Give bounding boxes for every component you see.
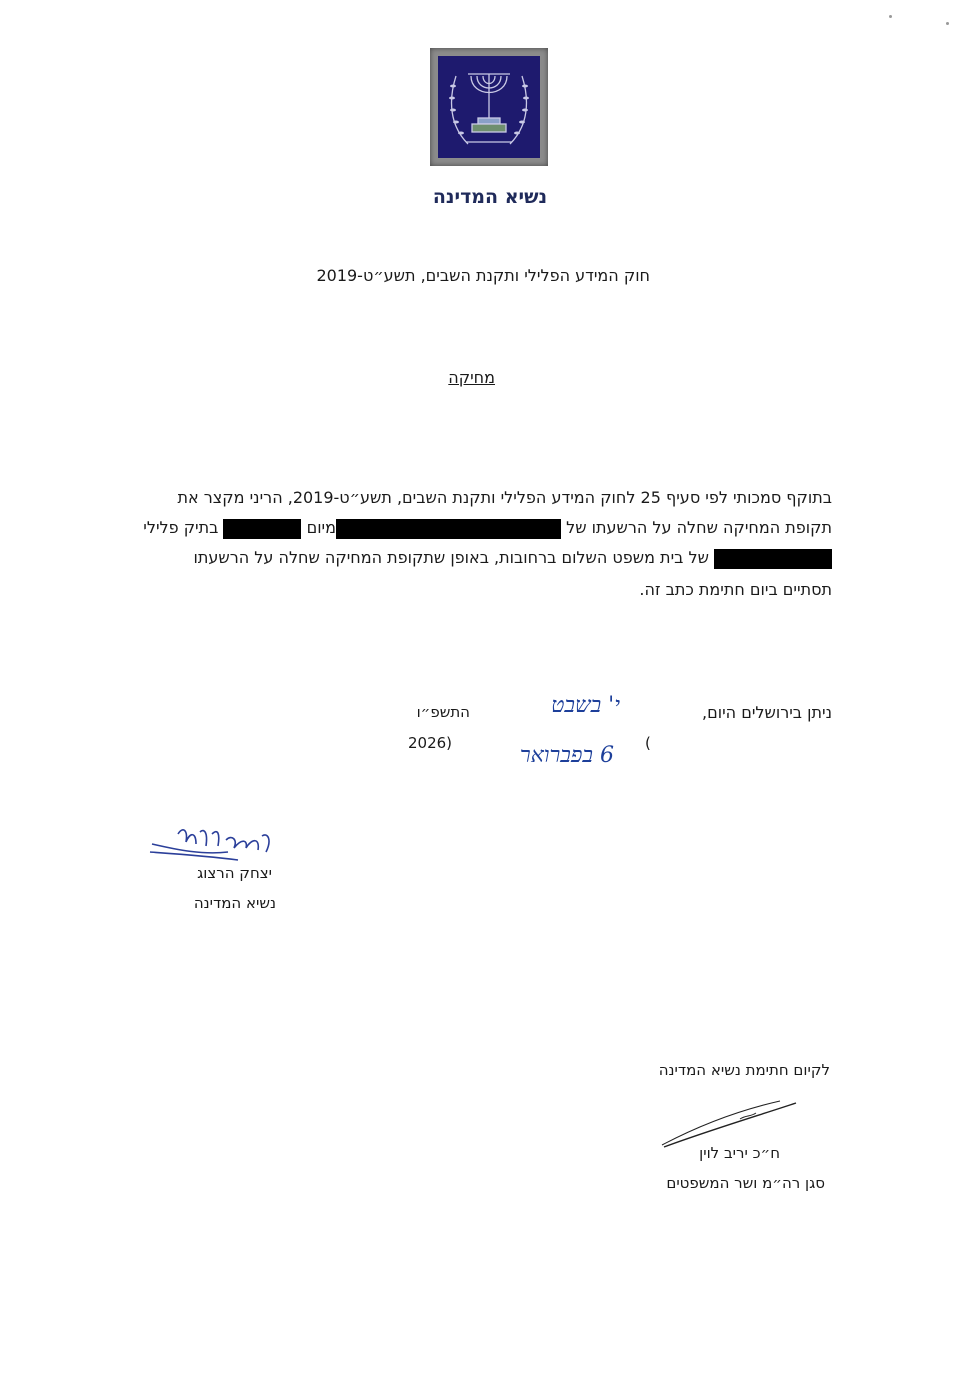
open-paren: ( [645,734,651,752]
scan-speck [889,15,892,18]
office-title: נשיא המדינה [432,186,548,208]
countersignature-caption: לקיום חתימת נשיא המדינה [658,1061,830,1079]
hebrew-year: התשפ״ו [416,703,470,721]
document-heading: מחיקה [448,368,495,387]
redaction-date [223,519,301,539]
body-line-4: תסתיים ביום חתימת כתב זה. [639,580,832,599]
handwritten-hebrew-date: י' בשבט [551,693,620,718]
redaction-case-number [714,549,832,569]
president-title: נשיא המדינה [193,894,276,912]
gregorian-year: 2026) [408,734,453,752]
body-line-2: תקופת המחיקה שחלה על הרשעתו של מיום בתיק פלילי [143,518,832,537]
scan-speck [946,22,949,25]
redaction-name [336,519,561,539]
law-title: חוק המידע הפלילי ותקנת השבים, תשע״ט-2019 [316,266,650,285]
given-in-jerusalem: ניתן בירושלים היום, [702,703,832,722]
handwritten-gregorian-date: 6 בפברואר [519,743,614,768]
countersigner-title: סגן רה״מ ושר המשפטים [666,1174,825,1192]
body-line-3: של בית משפט השלום ברחובות, באופן שתקופת המחיקה שחלה על הרשעתו [97,548,832,569]
countersigner-name: ח״כ יריב לוין [699,1144,780,1162]
menorah-emblem-icon [430,48,548,166]
body-line-1: בתוקף סמכותי לפי סעיף 25 לחוק המידע הפלילי ותקנת השבים, תשע״ט-2019, הריני מקצר את [177,488,832,507]
president-name: יצחק הרצוג [197,864,272,882]
